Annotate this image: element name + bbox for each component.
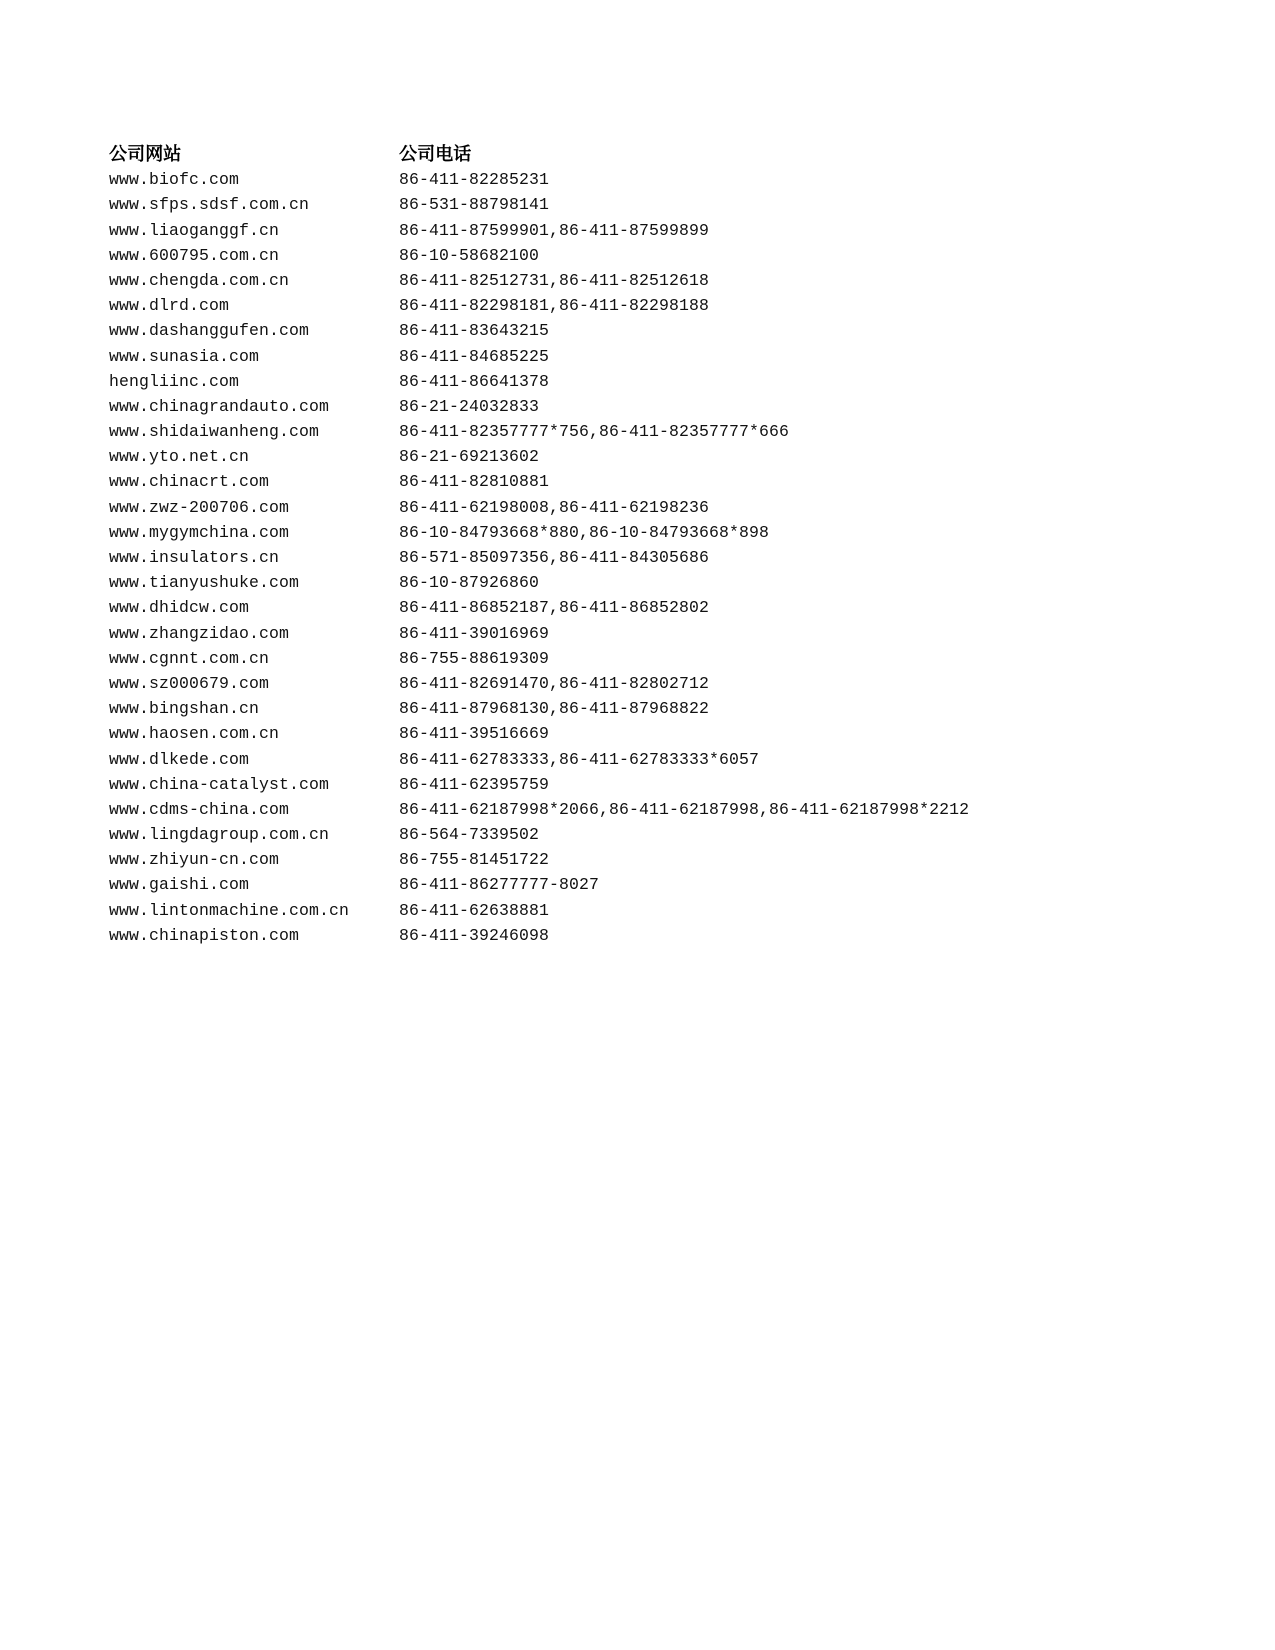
phone-cell: 86-411-62187998*2066,86-411-62187998,86-411-62187998*2212 xyxy=(399,799,970,819)
website-cell: www.dlrd.com xyxy=(109,296,230,316)
phone-cell: 86-411-39246098 xyxy=(399,925,550,945)
phone-cell: 86-411-82285231 xyxy=(399,170,550,190)
website-cell: www.zwz-200706.com xyxy=(109,497,290,517)
website-cell: www.china-catalyst.com xyxy=(109,774,330,794)
phone-cell: 86-10-84793668*880,86-10-84793668*898 xyxy=(399,522,770,542)
phone-cell: 86-10-58682100 xyxy=(399,245,540,265)
table-row xyxy=(109,293,969,318)
table-row xyxy=(109,268,969,293)
phone-cell: 86-411-86852187,86-411-86852802 xyxy=(399,598,710,618)
table-row xyxy=(109,847,969,872)
table-row xyxy=(109,772,969,797)
phone-cell: 86-411-82512731,86-411-82512618 xyxy=(399,270,710,290)
website-cell: www.tianyushuke.com xyxy=(109,573,300,593)
website-cell: www.haosen.com.cn xyxy=(109,724,280,744)
table-row xyxy=(109,243,969,268)
table-row xyxy=(109,595,969,620)
table-row xyxy=(109,621,969,646)
website-cell: www.cdms-china.com xyxy=(109,799,290,819)
phone-cell: 86-411-87599901,86-411-87599899 xyxy=(399,220,710,240)
table-row xyxy=(109,923,969,948)
phone-cell: 86-571-85097356,86-411-84305686 xyxy=(399,548,710,567)
phone-cell: 86-411-62395759 xyxy=(399,774,550,794)
phone-cell: 86-411-82298181,86-411-82298188 xyxy=(399,296,710,316)
phone-cell: 86-531-88798141 xyxy=(399,195,550,215)
website-cell: www.liaoganggf.cn xyxy=(109,220,280,240)
website-cell: www.cgnnt.com.cn xyxy=(109,648,270,668)
table-row xyxy=(109,696,969,721)
table-row xyxy=(109,344,969,369)
phone-cell: 86-411-86277777-8027 xyxy=(399,875,600,895)
table-row xyxy=(109,218,969,243)
table-body xyxy=(109,167,969,948)
website-cell: www.insulators.cn xyxy=(109,548,280,567)
phone-cell: 86-411-86641378 xyxy=(399,371,550,391)
website-cell: www.mygymchina.com xyxy=(109,522,290,542)
table-row xyxy=(109,646,969,671)
website-cell: www.bingshan.cn xyxy=(109,699,260,719)
table-row xyxy=(109,721,969,746)
phone-cell: 86-411-82357777*756,86-411-82357777*666 xyxy=(399,422,790,442)
table-row xyxy=(109,545,969,570)
table-row xyxy=(109,797,969,822)
phone-cell: 86-755-81451722 xyxy=(399,850,550,870)
website-cell: www.sunasia.com xyxy=(109,346,260,366)
phone-cell: 86-411-83643215 xyxy=(399,321,550,341)
phone-cell: 86-10-87926860 xyxy=(399,573,540,593)
phone-cell: 86-411-82810881 xyxy=(399,472,550,492)
website-cell: www.lingdagroup.com.cn xyxy=(109,825,330,845)
website-cell: hengliinc.com xyxy=(109,371,240,391)
table-row xyxy=(109,520,969,545)
phone-cell: 86-21-69213602 xyxy=(399,447,540,467)
table-row xyxy=(109,822,969,847)
phone-cell: 86-411-62638881 xyxy=(399,900,550,920)
website-cell: www.sfps.sdsf.com.cn xyxy=(109,195,310,215)
website-cell: www.dashanggufen.com xyxy=(109,321,310,341)
website-cell: www.chengda.com.cn xyxy=(109,270,290,290)
phone-cell: 86-411-62783333,86-411-62783333*6057 xyxy=(399,749,760,769)
table-row xyxy=(109,444,969,469)
header-phone: 公司电话 xyxy=(399,144,472,165)
phone-cell: 86-411-84685225 xyxy=(399,346,550,366)
phone-cell: 86-411-39016969 xyxy=(399,623,550,643)
website-cell: www.zhangzidao.com xyxy=(109,623,290,643)
header-website: 公司网站 xyxy=(109,144,182,165)
table-row xyxy=(109,369,969,394)
phone-cell: 86-564-7339502 xyxy=(399,825,540,845)
website-cell: www.gaishi.com xyxy=(109,875,250,895)
website-cell: www.dlkede.com xyxy=(109,749,250,769)
website-cell: www.biofc.com xyxy=(109,170,240,190)
phone-cell: 86-411-82691470,86-411-82802712 xyxy=(399,673,710,693)
phone-cell: 86-755-88619309 xyxy=(399,648,550,668)
phone-cell: 86-411-87968130,86-411-87968822 xyxy=(399,699,710,719)
website-cell: www.600795.com.cn xyxy=(109,245,280,265)
table-row xyxy=(109,419,969,444)
website-cell: www.dhidcw.com xyxy=(109,598,250,618)
website-cell: www.sz000679.com xyxy=(109,673,270,693)
website-cell: www.shidaiwanheng.com xyxy=(109,422,320,442)
table-row xyxy=(109,394,969,419)
table-row xyxy=(109,747,969,772)
table-row xyxy=(109,495,969,520)
table-row xyxy=(109,469,969,494)
phone-cell: 86-411-39516669 xyxy=(399,724,550,744)
website-cell: www.chinacrt.com xyxy=(109,472,270,492)
table-row xyxy=(109,872,969,897)
table-header-row xyxy=(109,142,969,167)
phone-cell: 86-411-62198008,86-411-62198236 xyxy=(399,497,710,517)
table-row xyxy=(109,167,969,192)
table-row xyxy=(109,192,969,217)
table-row xyxy=(109,898,969,923)
website-cell: www.chinapiston.com xyxy=(109,925,300,945)
website-cell: www.yto.net.cn xyxy=(109,447,250,467)
table-row xyxy=(109,570,969,595)
table-row xyxy=(109,671,969,696)
website-cell: www.zhiyun-cn.com xyxy=(109,850,280,870)
website-cell: www.lintonmachine.com.cn xyxy=(109,900,350,920)
website-cell: www.chinagrandauto.com xyxy=(109,396,330,416)
table-row xyxy=(109,318,969,343)
company-contact-table xyxy=(109,142,969,948)
phone-cell: 86-21-24032833 xyxy=(399,396,540,416)
